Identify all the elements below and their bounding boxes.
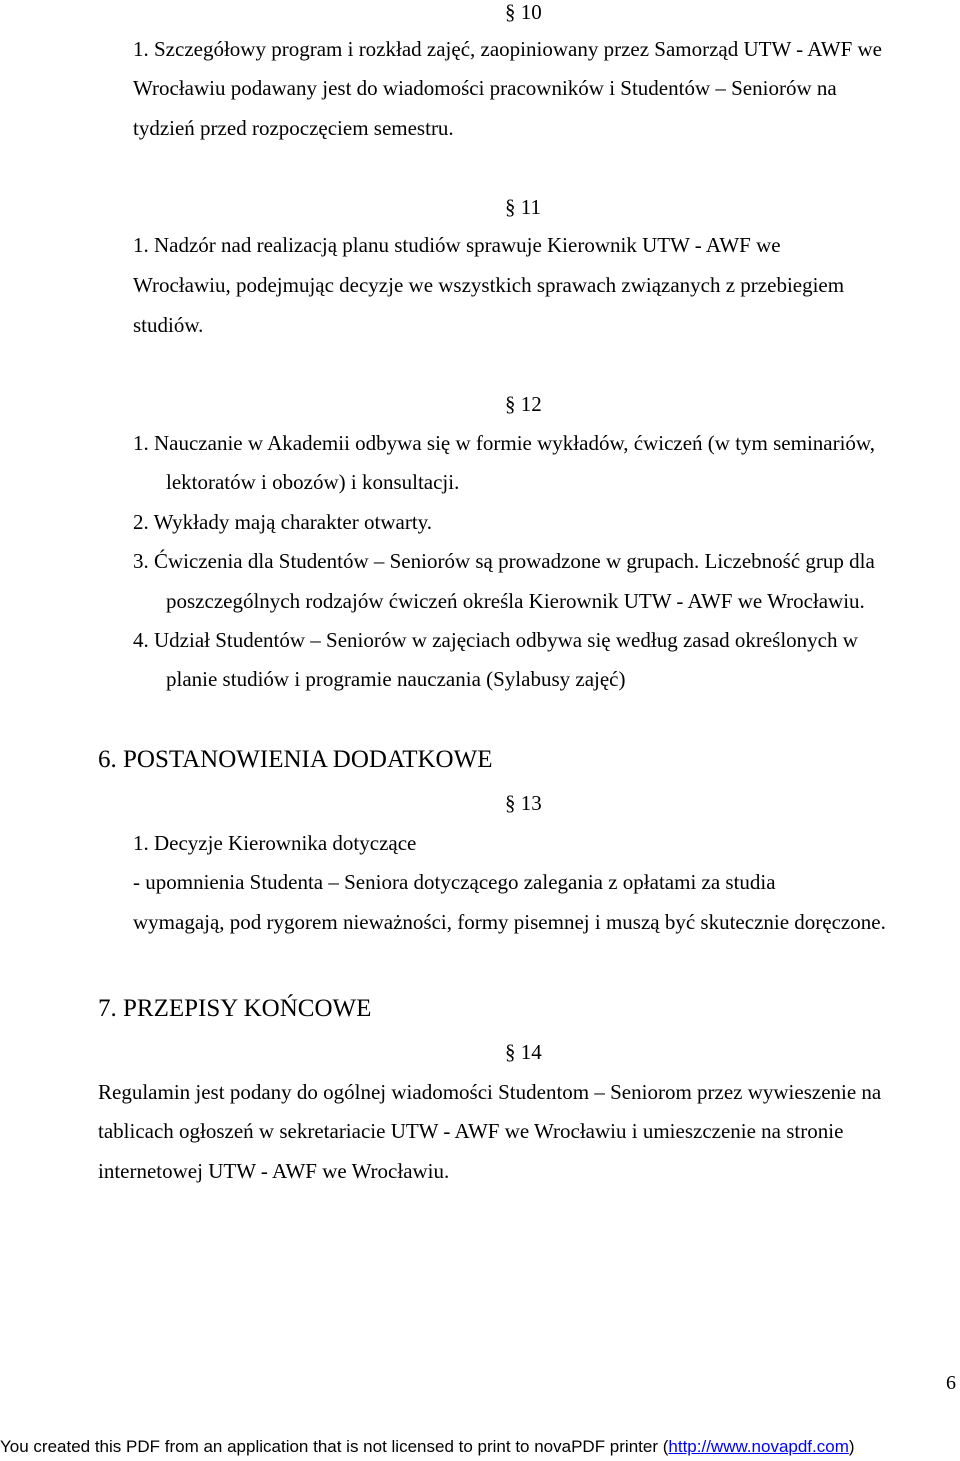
section-11-line-3: studiów. [133, 313, 204, 337]
section-12-item-4-line-1: 4. Udział Studentów – Seniorów w zajęciach odbywa się według zasad określonych w [133, 628, 858, 652]
novapdf-link[interactable]: http://www.novapdf.com [668, 1437, 849, 1456]
footer-text-end: ) [848, 1437, 855, 1456]
section-12-item-1-line-2: lektoratów i obozów) i konsultacji. [166, 470, 460, 494]
section-13-line-1: 1. Decyzje Kierownika dotyczące [133, 831, 417, 855]
section-12-item-3-line-1: 3. Ćwiczenia dla Studentów – Seniorów są prowadzone w grupach. Liczebność grup dla [133, 549, 875, 573]
section-14-line-3: internetowej UTW - AWF we Wrocławiu. [98, 1159, 450, 1183]
section-10-line-2: Wrocławiu podawany jest do wiadomości pracowników i Studentów – Seniorów na [133, 76, 837, 100]
section-12-item-3-line-2: poszczególnych rodzajów ćwiczeń określa Kierownik UTW - AWF we Wrocławiu. [166, 589, 865, 613]
section-mark-10: § 10 [505, 0, 542, 24]
section-13-line-3: wymagają, pod rygorem nieważności, formy pisemnej i muszą być skutecznie doręczone. [133, 910, 886, 934]
section-10-line-1: 1. Szczegółowy program i rozkład zajęć, zaopiniowany przez Samorząd UTW - AWF we [133, 37, 882, 61]
heading-przepisy-koncowe: 7. PRZEPISY KOŃCOWE [98, 995, 372, 1022]
heading-postanowienia-dodatkowe: 6. POSTANOWIENIA DODATKOWE [98, 746, 493, 773]
section-12-item-2: 2. Wykłady mają charakter otwarty. [133, 510, 433, 534]
section-mark-12: § 12 [505, 392, 542, 416]
page-number: 6 [946, 1372, 956, 1394]
section-14-line-2: tablicach ogłoszeń w sekretariacie UTW - AWF we Wrocławiu i umieszczenie na stronie [98, 1119, 844, 1143]
pdf-license-footer [0, 1436, 960, 1458]
section-11-line-2: Wrocławiu, podejmując decyzje we wszystkich sprawach związanych z przebiegiem [133, 273, 845, 297]
section-mark-11: § 11 [505, 195, 541, 219]
section-12-item-4-line-2: planie studiów i programie nauczania (Sylabusy zajęć) [166, 667, 626, 691]
section-11-line-1: 1. Nadzór nad realizacją planu studiów sprawuje Kierownik UTW - AWF we [133, 233, 781, 257]
section-12-item-1-line-1: 1. Nauczanie w Akademii odbywa się w formie wykładów, ćwiczeń (w tym seminariów, [133, 431, 875, 455]
section-mark-13: § 13 [505, 791, 542, 815]
footer-text: You created this PDF from an application that is not licensed to print to novaPDF printer ( [0, 1437, 669, 1456]
section-10-line-3: tydzień przed rozpoczęciem semestru. [133, 116, 454, 140]
section-mark-14: § 14 [505, 1040, 542, 1064]
section-14-line-1: Regulamin jest podany do ogólnej wiadomości Studentom – Seniorom przez wywieszenie na [98, 1080, 882, 1104]
section-13-line-2: - upomnienia Studenta – Seniora dotyczącego zalegania z opłatami za studia [133, 870, 776, 894]
